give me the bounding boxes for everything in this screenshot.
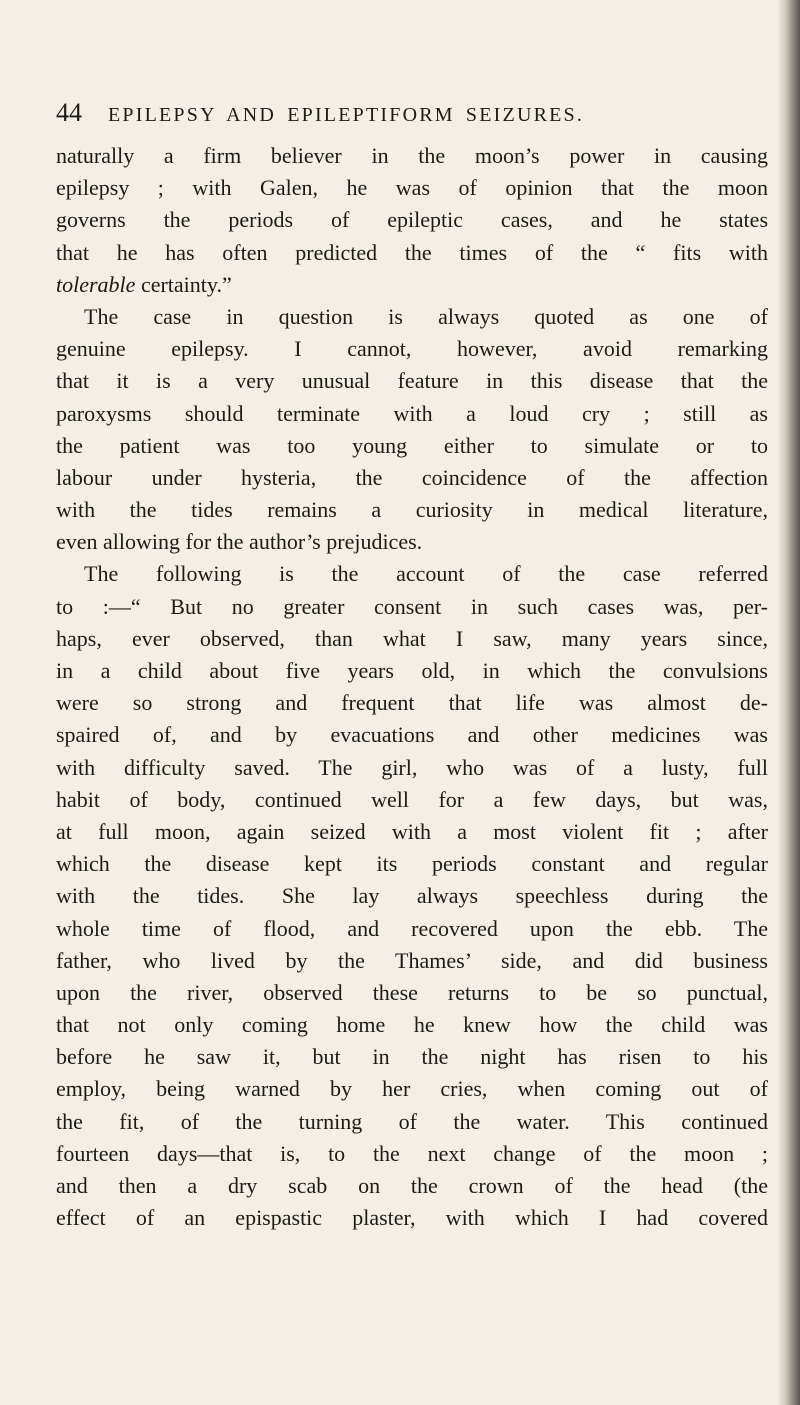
text-line: governs the periods of epileptic cases, and he states [56, 207, 768, 233]
book-page [56, 98, 768, 1234]
body-text [56, 140, 768, 1234]
text-line: that he has often predicted the times of the “ fits with [56, 239, 768, 265]
text-line: with the tides. She lay always speechless during the [56, 883, 768, 909]
text-line: effect of an epispastic plaster, with which I had covered [56, 1205, 768, 1231]
text-line: paroxysms should terminate with a loud cry ; still as [56, 400, 768, 426]
text-line: upon the river, observed these returns to be so punctual, [56, 979, 768, 1005]
text-line: in a child about five years old, in which the convulsions [56, 658, 768, 683]
text-line: with the tides remains a curiosity in medical literature, [56, 497, 768, 523]
text-line: to :—“ But no greater consent in such cases was, per- [56, 593, 768, 619]
text-line: and then a dry scab on the crown of the head (the [56, 1173, 768, 1198]
text-line [56, 269, 768, 301]
text-line: fourteen days—that is, to the next change of the moon ; [56, 1140, 768, 1166]
text-line: father, who lived by the Thames’ side, and did business [56, 947, 768, 973]
text-line: before he saw it, but in the night has risen to his [56, 1044, 768, 1070]
text-line: genuine epilepsy. I cannot, however, avoid remarking [56, 336, 768, 362]
text-line: with difficulty saved. The girl, who was of a lusty, full [56, 754, 768, 780]
text-line: the fit, of the turning of the water. This continued [56, 1108, 768, 1134]
page-number: 44 [56, 98, 82, 127]
text-run: certainty.” [135, 271, 232, 297]
scan-edge-shadow [778, 0, 800, 1405]
text-line: whole time of flood, and recovered upon the ebb. The [56, 915, 768, 941]
page-header [56, 98, 768, 132]
text-line: labour under hysteria, the coincidence of the affection [56, 464, 768, 490]
italic-word: tolerable [56, 271, 136, 297]
text-line: that it is a very unusual feature in this disease that the [56, 368, 768, 394]
text-line: that not only coming home he knew how the child was [56, 1012, 768, 1038]
text-line: spaired of, and by evacuations and other medicines was [56, 722, 768, 748]
text-line: naturally a firm believer in the moon’s power in causing [56, 143, 768, 168]
text-line: at full moon, again seized with a most violent fit ; after [56, 818, 768, 844]
text-line: The case in question is always quoted as one of [84, 303, 768, 329]
text-line: habit of body, continued well for a few days, but was, [56, 786, 768, 812]
text-line: employ, being warned by her cries, when coming out of [56, 1076, 768, 1102]
text-line: which the disease kept its periods constant and regular [56, 851, 768, 877]
running-head: EPILEPSY AND EPILEPTIFORM SEIZURES. [108, 104, 585, 126]
text-line: The following is the account of the case referred [84, 561, 768, 587]
text-line: were so strong and frequent that life was almost de- [56, 690, 768, 716]
text-line: even allowing for the author’s prejudices. [56, 529, 423, 555]
text-line: haps, ever observed, than what I saw, many years since, [56, 625, 768, 651]
text-line: epilepsy ; with Galen, he was of opinion that the moon [56, 175, 768, 201]
text-line: the patient was too young either to simulate or to [56, 432, 768, 458]
